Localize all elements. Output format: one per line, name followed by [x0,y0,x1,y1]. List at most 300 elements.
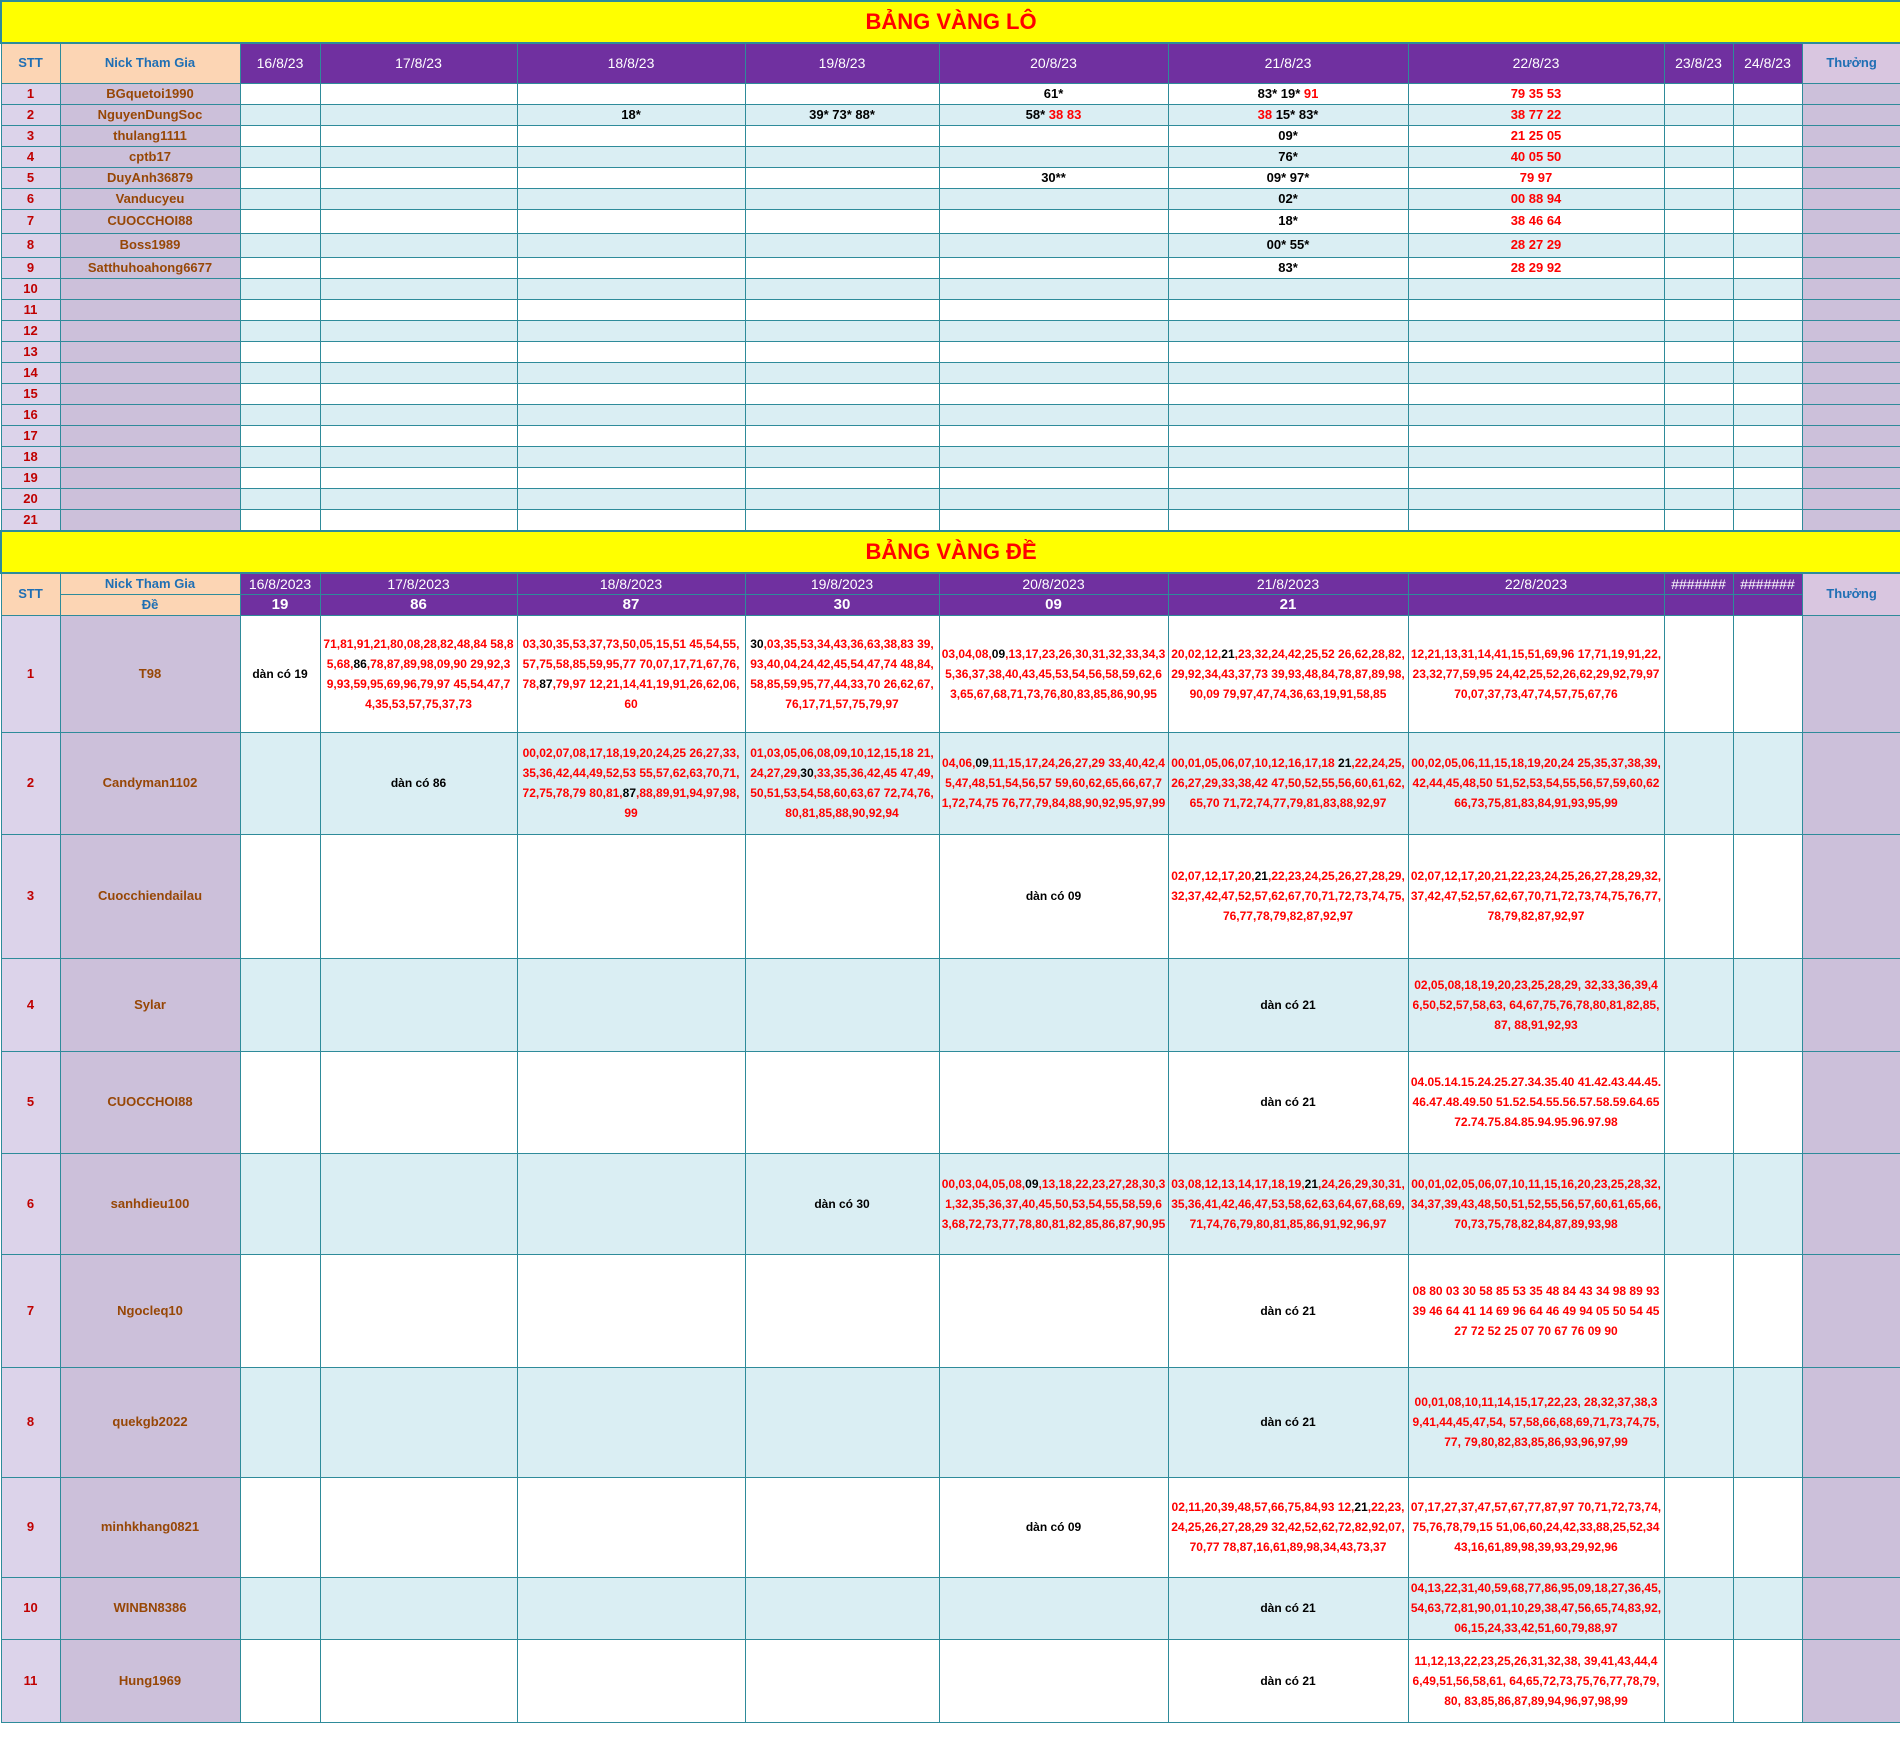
cell-number-segment: 18* [621,106,641,122]
lo-pick-cell [1408,509,1664,531]
lo-pick-cell [1733,509,1802,531]
lo-row [1,278,1900,299]
lo-pick-cell [745,362,939,383]
cell-number-segment: 38 77 22 [1510,106,1562,122]
cell-number-segment: 79 97 [1519,169,1553,185]
row-number: 1 [1,615,60,732]
lo-pick-cell [517,233,745,257]
lo-pick-cell [1733,299,1802,320]
de-pick-cell [1408,834,1664,958]
lo-header-date: 23/8/23 [1664,43,1733,83]
lo-pick-cell [745,167,939,188]
player-nick: sanhdieu100 [60,1153,240,1254]
player-nick: NguyenDungSoc [60,104,240,125]
lo-pick-cell [1168,83,1408,104]
lo-row [1,233,1900,257]
de-pick-cell [1733,834,1802,958]
de-pick-cell [1733,958,1802,1051]
de-pick-cell [517,1577,745,1639]
de-pick-cell [240,615,320,732]
player-nick [60,425,240,446]
lo-pick-cell [1664,167,1733,188]
cell-number-segment: ,23,32,24,42,25,52 26,62,28,82,29,92,34,43,37,73 39,93,48,84,78,87,89,98,90,09 79,97,47,74,36,63,19,91,58,85 [1171,646,1405,701]
cell-number-segment: 09 [1025,1176,1039,1191]
de-pick-cell [320,958,517,1051]
row-number: 7 [1,209,60,233]
row-number: 4 [1,958,60,1051]
lo-row [1,299,1900,320]
lo-pick-cell [1168,104,1408,125]
prize-cell [1802,1254,1900,1367]
lo-pick-cell [1664,188,1733,209]
lo-pick-cell [1168,257,1408,278]
lo-row [1,446,1900,467]
lo-header-date: 19/8/23 [745,43,939,83]
de-pick-cell [1664,1254,1733,1367]
lo-pick-cell [1733,320,1802,341]
de-header-result: 30 [745,594,939,615]
lo-pick-cell [745,278,939,299]
cell-number-segment: 86 [353,656,367,671]
lo-row [1,146,1900,167]
lo-header-date: 22/8/23 [1408,43,1664,83]
de-pick-cell [1168,1577,1408,1639]
lo-pick-cell [1664,383,1733,404]
cell-number-segment: dàn có 30 [814,1196,870,1211]
lo-header-date: 20/8/23 [939,43,1168,83]
player-nick [60,362,240,383]
de-pick-cell [320,615,517,732]
lo-pick-cell [240,404,320,425]
lo-pick-cell [1408,167,1664,188]
row-number: 7 [1,1254,60,1367]
de-pick-cell [240,1153,320,1254]
de-header-result: 21 [1168,594,1408,615]
lo-row [1,209,1900,233]
de-pick-cell [240,1254,320,1367]
lo-pick-cell [1733,83,1802,104]
lo-pick-cell [1664,209,1733,233]
row-number: 10 [1,1577,60,1639]
cell-number-segment: 04,13,22,31,40,59,68,77,86,95,09,18,27,36,45,54,63,72,81,90,01,10,29,38,47,56,65,74,83,92,06,15,24,33,42,51,60,79,88,97 [1410,1581,1662,1635]
row-number: 14 [1,362,60,383]
de-pick-cell [240,958,320,1051]
lo-pick-cell [240,320,320,341]
de-pick-cell [1408,1367,1664,1477]
de-header-date: 20/8/2023 [939,573,1168,595]
cell-number-segment: 76* [1278,148,1298,164]
lo-pick-cell [745,320,939,341]
de-pick-cell [240,1051,320,1153]
lo-pick-cell [320,188,517,209]
lo-pick-cell [1664,104,1733,125]
lo-pick-cell [517,188,745,209]
lo-pick-cell [939,278,1168,299]
de-pick-cell [1408,1577,1664,1639]
lo-pick-cell [1664,233,1733,257]
lo-pick-cell [517,383,745,404]
lo-pick-cell [320,233,517,257]
cell-number-segment: dàn có 86 [390,776,447,790]
lo-pick-cell [1733,467,1802,488]
lo-pick-cell [320,341,517,362]
prize-cell [1802,834,1900,958]
de-header-result: 19 [240,594,320,615]
lo-pick-cell [240,383,320,404]
player-nick: Sylar [60,958,240,1051]
de-pick-cell [745,1577,939,1639]
de-pick-cell [517,1153,745,1254]
cell-number-segment: 11,12,13,22,23,25,26,31,32,38, 39,41,43,44,46,49,51,56,58,61, 64,65,72,73,75,76,77,78,79,80, 83,85,86,87,89,94,96,97,98,99 [1412,1653,1660,1708]
de-pick-cell [745,1639,939,1722]
de-pick-cell [1168,1367,1408,1477]
de-header-date: 19/8/2023 [745,573,939,595]
de-pick-cell [1408,1477,1664,1577]
de-pick-cell [939,1051,1168,1153]
lo-pick-cell [240,188,320,209]
de-row [1,1477,1900,1577]
prize-cell [1802,341,1900,362]
cell-number-segment: 00,02,05,06,11,15,18,19,20,24 25,35,37,38,39,42,44,45,48,50 51,52,53,54,55,56,57,59,60,62 66,73,75,81,83,84,91,93,95,99 [1411,756,1661,810]
cell-number-segment: 00,01,08,10,11,14,15,17,22,23, 28,32,37,38,39,41,44,45,47,54, 57,58,66,68,69,71,73,74,75,77, 79,80,82,83,85,86,93,96,97,99 [1412,1395,1660,1449]
player-nick [60,404,240,425]
player-nick: Hung1969 [60,1639,240,1722]
lo-pick-cell [1168,509,1408,531]
de-row [1,615,1900,732]
row-number: 2 [1,732,60,834]
lo-pick-cell [745,233,939,257]
lo-title: BẢNG VÀNG LÔ [1,1,1900,43]
cell-number-segment: dàn có 21 [1260,1601,1316,1615]
lo-pick-cell [939,320,1168,341]
player-nick: Satthuhoahong6677 [60,257,240,278]
lo-pick-cell [745,425,939,446]
de-pick-cell [517,1477,745,1577]
de-pick-cell [1733,1639,1802,1722]
player-nick: Ngocleq10 [60,1254,240,1367]
lo-pick-cell [745,188,939,209]
cell-number-segment: 30** [1041,169,1066,185]
de-pick-cell [1664,732,1733,834]
cell-number-segment: 00,03,04,05,08, [941,1176,1026,1191]
player-nick: Vanducyeu [60,188,240,209]
lo-row [1,257,1900,278]
cell-number-segment: 03,08,12,13,14,17,18,19, [1171,1176,1305,1191]
lo-pick-cell [1733,104,1802,125]
lo-row [1,167,1900,188]
lo-pick-cell [517,167,745,188]
cell-number-segment: dàn có 09 [1025,889,1082,903]
lo-pick-cell [1168,299,1408,320]
row-number: 21 [1,509,60,531]
lo-pick-cell [1168,467,1408,488]
lo-header-date: 18/8/23 [517,43,745,83]
row-number: 5 [1,167,60,188]
de-pick-cell [1733,1254,1802,1367]
prize-cell [1802,209,1900,233]
de-row [1,732,1900,834]
prize-cell [1802,83,1900,104]
de-pick-cell [745,1051,939,1153]
cell-number-segment: dàn có 19 [252,666,308,681]
prize-cell [1802,299,1900,320]
lo-pick-cell [1408,257,1664,278]
lo-pick-cell [240,83,320,104]
lo-pick-cell [1408,446,1664,467]
prize-cell [1802,1153,1900,1254]
cell-number-segment: 00,01,02,05,06,07,10,11,15,16,20,23,25,28,32,34,37,39,43,48,50,51,52,55,56,57,60,61,65,66,70,73,75,78,82,84,87,89,93,98 [1410,1176,1662,1231]
prize-cell [1802,320,1900,341]
cell-number-segment: ,24,26,29,30,31,35,36,41,42,46,47,53,58,62,63,64,67,68,69,71,74,76,79,80,81,85,86,91,92,96,97 [1171,1176,1405,1231]
prize-cell [1802,615,1900,732]
de-pick-cell [1733,732,1802,834]
lo-pick-cell [1408,467,1664,488]
cell-number-segment: ,11,15,17,24,26,27,29 33,40,42,45,47,48,51,54,56,57 59,60,62,65,66,67,71,72,74,75 76,77,79,84,88,90,92,95,97,99 [941,756,1166,810]
de-row [1,1153,1900,1254]
de-pick-cell [1408,1254,1664,1367]
cell-number-segment: ,03,35,53,34,43,36,63,38,83 39,93,40,04,24,42,45,54,47,74 48,84,58,85,59,95,77,44,33,70 26,62,67,76,17,71,57,75,79,97 [750,636,934,711]
de-pick-cell [745,1153,939,1254]
de-header-date: 18/8/2023 [517,573,745,595]
lo-pick-cell [240,467,320,488]
lo-pick-cell [320,299,517,320]
de-pick-cell [517,732,745,834]
lo-header-date: 16/8/23 [240,43,320,83]
de-pick-cell [939,1367,1168,1477]
lo-pick-cell [1168,446,1408,467]
cell-number-segment: 08 80 03 30 58 85 53 35 48 84 43 34 98 89 93 39 46 64 41 14 69 96 64 46 49 94 05 50 54 45 27 72 52 25 07 70 67 76 09 90 [1412,1283,1660,1338]
prize-cell [1802,104,1900,125]
cell-number-segment: 02,07,12,17,20, [1171,869,1255,883]
row-number: 9 [1,257,60,278]
player-nick [60,383,240,404]
de-pick-cell [240,732,320,834]
de-pick-cell [939,1254,1168,1367]
row-number: 3 [1,125,60,146]
lo-header-date: 24/8/23 [1733,43,1802,83]
player-nick: WINBN8386 [60,1577,240,1639]
lo-pick-cell [320,125,517,146]
row-number: 20 [1,488,60,509]
lo-pick-cell [1664,125,1733,146]
de-pick-cell [1168,1153,1408,1254]
lo-pick-cell [517,509,745,531]
lo-pick-cell [240,104,320,125]
de-pick-cell [745,1477,939,1577]
lo-pick-cell [1733,404,1802,425]
lo-pick-cell [939,146,1168,167]
cell-number-segment: 21 [1304,1176,1319,1191]
lo-pick-cell [240,209,320,233]
lo-pick-cell [1408,320,1664,341]
lo-pick-cell [517,488,745,509]
lo-pick-cell [1408,83,1664,104]
de-pick-cell [939,732,1168,834]
de-pick-cell [745,1367,939,1477]
de-header-date: 16/8/2023 [240,573,320,595]
lo-pick-cell [1733,209,1802,233]
cell-number-segment: 87 [539,676,553,691]
de-pick-cell [1408,732,1664,834]
lo-pick-cell [939,257,1168,278]
player-nick [60,299,240,320]
player-nick: DuyAnh36879 [60,167,240,188]
de-pick-cell [1168,732,1408,834]
cell-number-segment: 09* 97* [1266,169,1310,185]
de-header-result: 87 [517,594,745,615]
lo-pick-cell [240,167,320,188]
lo-pick-cell [1168,167,1408,188]
player-nick [60,467,240,488]
de-pick-cell [1664,1577,1733,1639]
de-table [1,531,1900,1723]
de-pick-cell [240,834,320,958]
lo-pick-cell [240,146,320,167]
cell-number-segment: 79 35 53 [1510,85,1562,101]
lo-pick-cell [1733,146,1802,167]
cell-number-segment: dàn có 09 [1025,1520,1082,1534]
de-header-date: ####### [1733,573,1802,595]
de-pick-cell [517,1639,745,1722]
cell-number-segment: 38 83 [1048,106,1082,122]
cell-number-segment: ,78,87,89,98,09,90 29,92,39,93,59,95,69,96,79,97 45,54,47,74,35,53,57,75,37,73 [326,656,511,711]
de-pick-cell [1664,1367,1733,1477]
de-header-date: ####### [1664,573,1733,595]
de-pick-cell [939,1577,1168,1639]
de-pick-cell [517,958,745,1051]
lo-pick-cell [320,404,517,425]
row-number: 9 [1,1477,60,1577]
player-nick: Cuocchiendailau [60,834,240,958]
lo-pick-cell [939,383,1168,404]
de-pick-cell [1733,1367,1802,1477]
lo-pick-cell [320,362,517,383]
lo-pick-cell [517,83,745,104]
de-row [1,1254,1900,1367]
de-pick-cell [1408,958,1664,1051]
lo-pick-cell [517,362,745,383]
lo-pick-cell [240,299,320,320]
lo-row [1,104,1900,125]
lo-header-prize: Thưởng [1802,43,1900,83]
de-pick-cell [1664,1051,1733,1153]
de-pick-cell [745,1254,939,1367]
lo-pick-cell [1168,188,1408,209]
lo-pick-cell [1408,425,1664,446]
row-number: 2 [1,104,60,125]
cell-number-segment: 21 [1254,869,1268,883]
de-pick-cell [1168,1477,1408,1577]
cell-number-segment: 21 25 05 [1510,127,1562,143]
de-row [1,1639,1900,1722]
lo-pick-cell [1733,257,1802,278]
cell-number-segment: 03,30,35,53,37,73,50,05,15,51 45,54,55,57,75,58,85,59,95,77 70,07,17,71,67,76,78, [522,636,740,691]
lo-row [1,488,1900,509]
lo-pick-cell [240,278,320,299]
lo-pick-cell [517,125,745,146]
lo-pick-cell [745,83,939,104]
cell-number-segment: ,33,35,36,42,45 47,49,50,51,53,54,58,60,63,67 72,74,76,80,81,85,88,90,92,94 [750,766,934,820]
lo-pick-cell [939,467,1168,488]
de-pick-cell [745,615,939,732]
lo-pick-cell [240,425,320,446]
lo-pick-cell [1733,233,1802,257]
lo-pick-cell [1733,341,1802,362]
row-number: 6 [1,188,60,209]
prize-cell [1802,1639,1900,1722]
lo-pick-cell [939,209,1168,233]
lo-pick-cell [1664,146,1733,167]
lo-pick-cell [1168,209,1408,233]
de-header-stt: STT [1,573,60,616]
lo-table [1,1,1900,531]
prize-cell [1802,188,1900,209]
prize-cell [1802,167,1900,188]
lo-pick-cell [1168,362,1408,383]
lo-pick-cell [745,467,939,488]
lo-pick-cell [1408,404,1664,425]
lo-row [1,383,1900,404]
lo-pick-cell [517,320,745,341]
lo-pick-cell [1408,362,1664,383]
lo-pick-cell [320,83,517,104]
lo-pick-cell [240,446,320,467]
lo-pick-cell [1664,83,1733,104]
prize-cell [1802,404,1900,425]
lo-pick-cell [1408,278,1664,299]
lo-pick-cell [1168,320,1408,341]
row-number: 12 [1,320,60,341]
lo-pick-cell [1168,488,1408,509]
prize-cell [1802,1577,1900,1639]
lo-pick-cell [1408,209,1664,233]
player-nick: minhkhang0821 [60,1477,240,1577]
lo-row [1,509,1900,531]
lo-pick-cell [1733,488,1802,509]
cell-number-segment: 71,81,91,21,80,08,28,82,48,84 58,85,68, [323,636,514,671]
lo-pick-cell [320,509,517,531]
player-nick [60,488,240,509]
row-number: 8 [1,233,60,257]
lo-pick-cell [745,146,939,167]
row-number: 4 [1,146,60,167]
lo-pick-cell [939,167,1168,188]
cell-number-segment: 03,04,08, [941,646,992,661]
row-number: 10 [1,278,60,299]
de-pick-cell [745,834,939,958]
lo-pick-cell [1168,146,1408,167]
cell-number-segment: 20,02,12, [1171,646,1222,661]
prize-cell [1802,1051,1900,1153]
cell-number-segment: 30 [800,766,814,780]
lo-pick-cell [1664,446,1733,467]
cell-number-segment: dàn có 21 [1260,1415,1316,1429]
cell-number-segment: ,22,24,25,26,27,29,33,38,42 47,50,52,55,56,60,61,62,65,70 71,72,74,77,79,81,83,88,92,97 [1171,756,1405,810]
lo-pick-cell [240,362,320,383]
lo-pick-cell [939,362,1168,383]
prize-cell [1802,362,1900,383]
lo-pick-cell [1408,188,1664,209]
lo-pick-cell [1664,467,1733,488]
lo-pick-cell [939,446,1168,467]
cell-number-segment: 09 [975,756,989,770]
de-pick-cell [517,615,745,732]
de-header-result [1664,594,1733,615]
player-nick: cptb17 [60,146,240,167]
prize-cell [1802,278,1900,299]
lo-pick-cell [745,257,939,278]
lo-pick-cell [1408,125,1664,146]
